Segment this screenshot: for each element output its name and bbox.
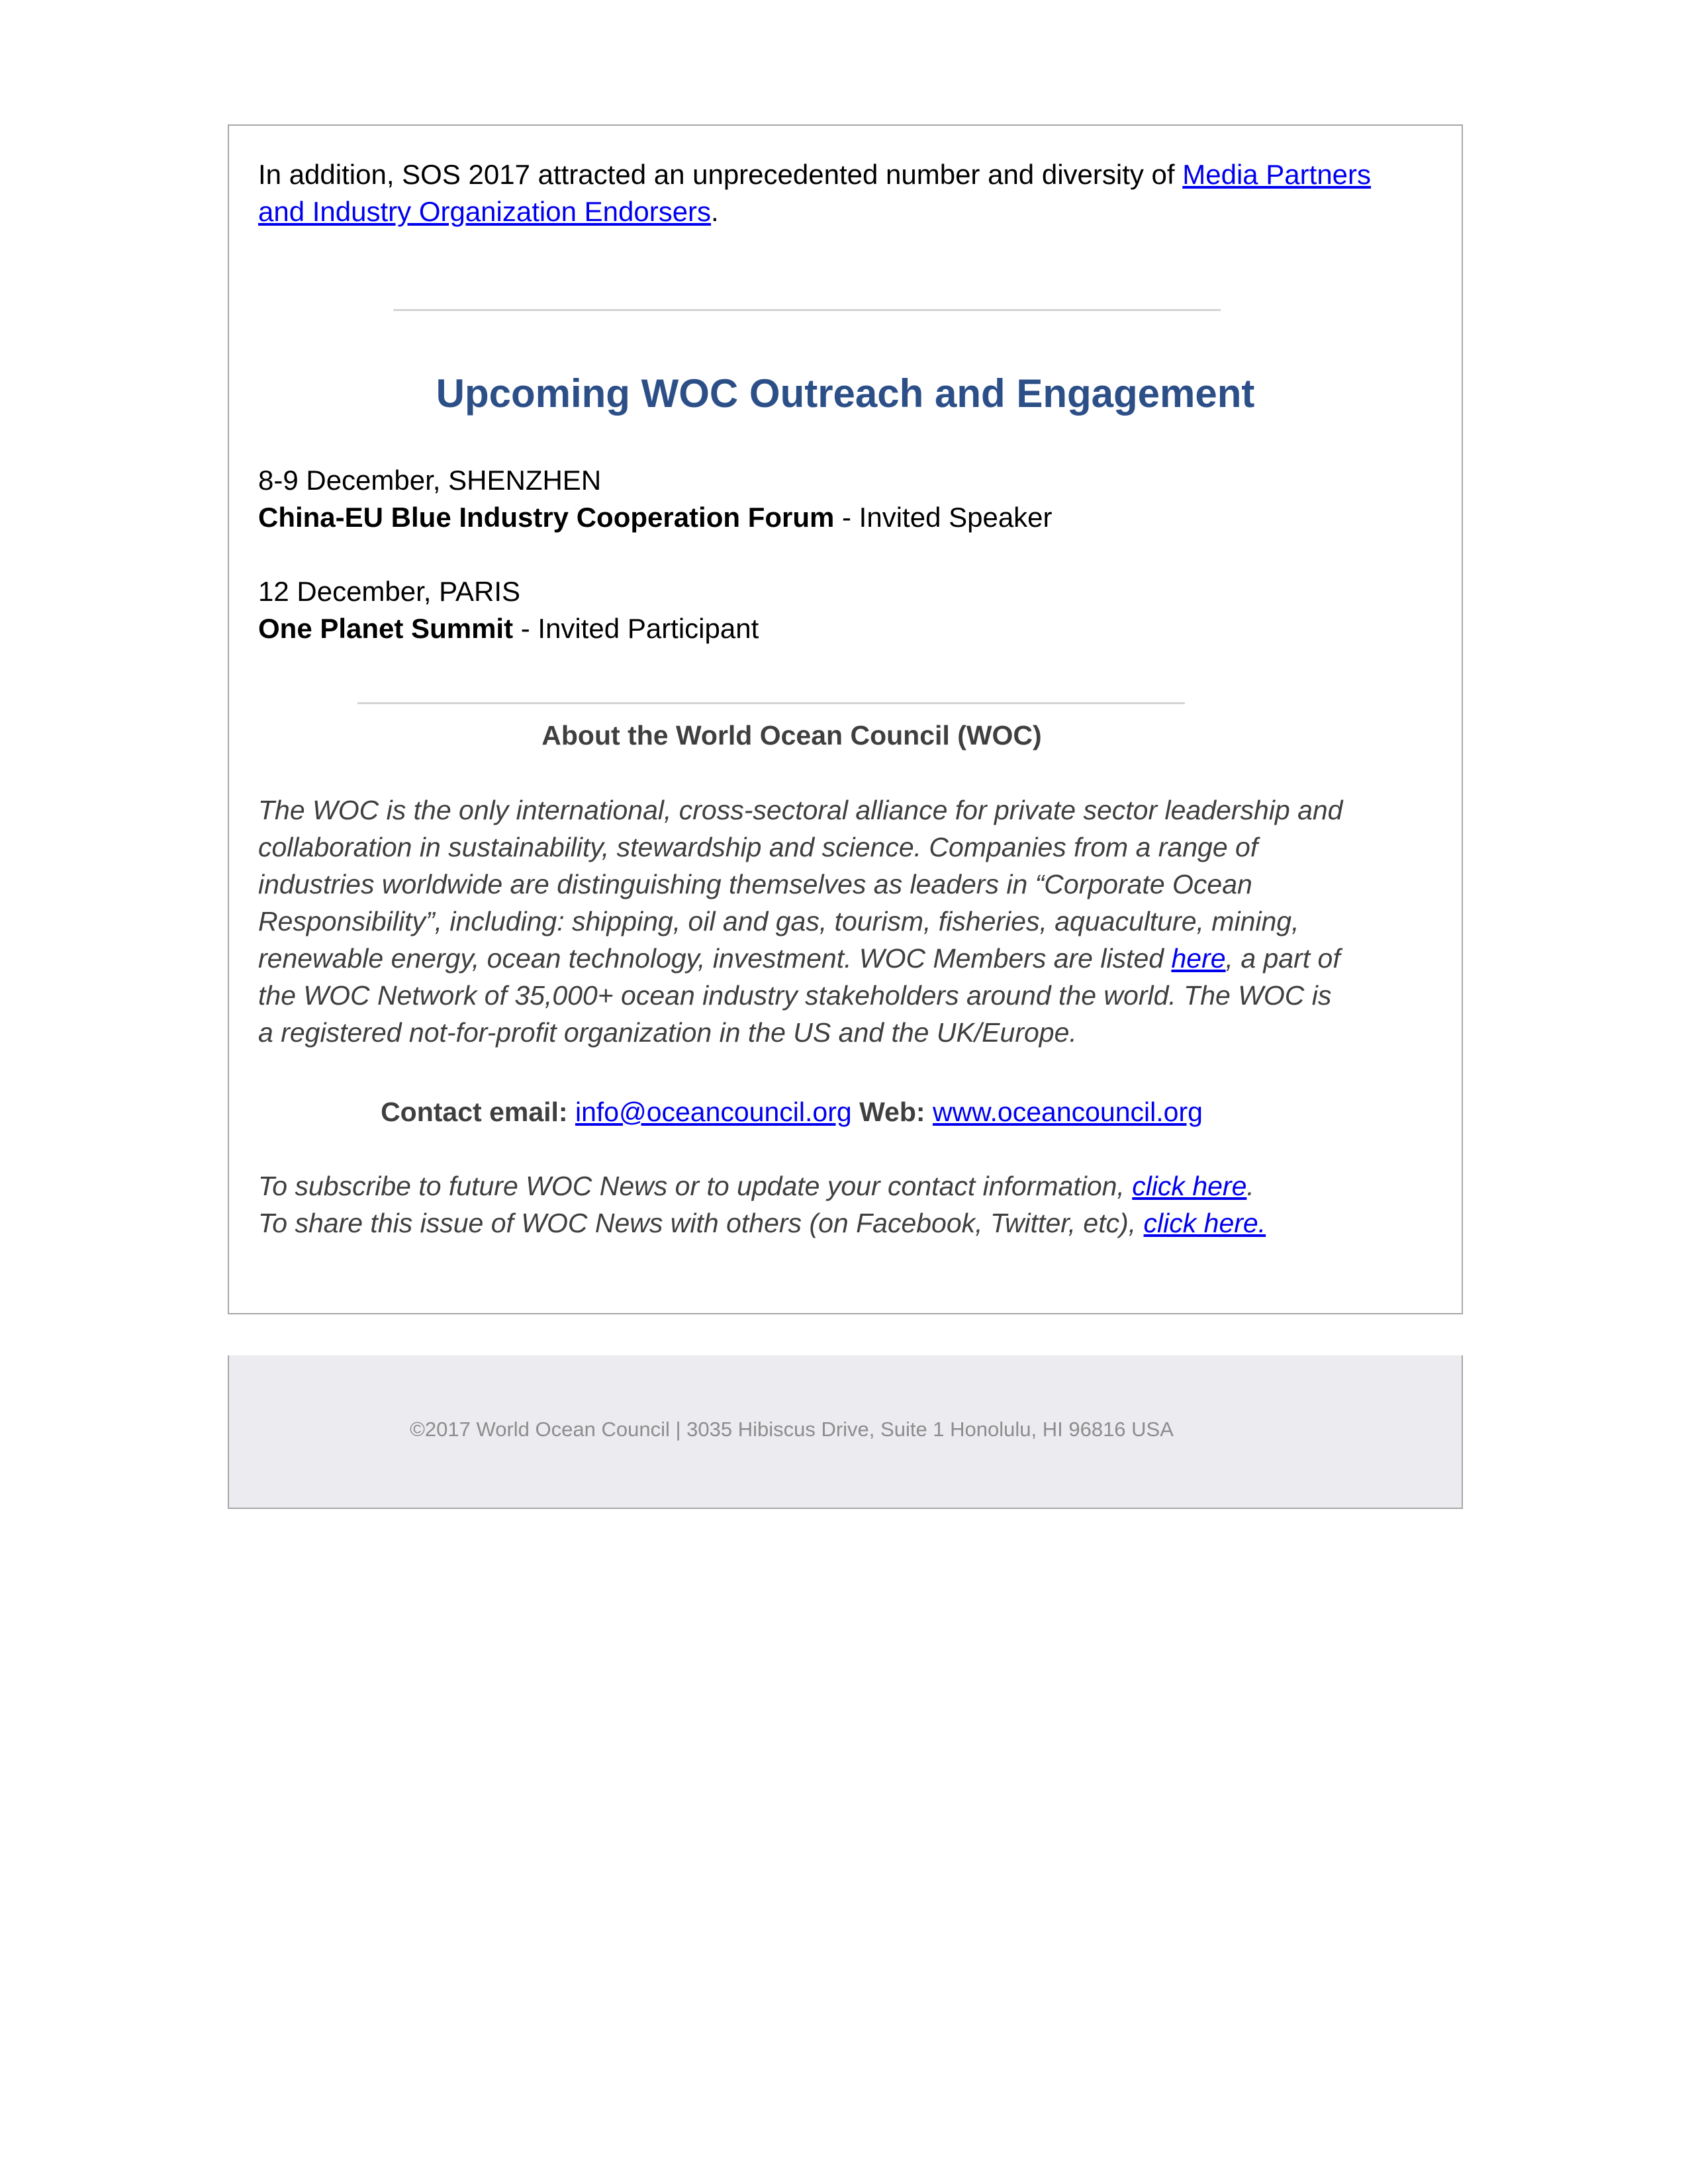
events-list xyxy=(258,462,1410,684)
intro-end: . xyxy=(711,196,719,227)
divider-middle xyxy=(357,702,1185,704)
share-text: To share this issue of WOC News with others (on Facebook, Twitter, etc), xyxy=(258,1208,1144,1238)
intro-paragraph xyxy=(258,156,1410,230)
event-item xyxy=(258,573,1410,647)
about-text-before: The WOC is the only international, cross-sectoral alliance for private sector leadership and collaboration in sustainability, stewardship and science. Companies from a range of industries worldwide are distinguishing themselves as leaders in “Corporate Ocean Responsibility”, including: shipping, oil and gas, tourism, fisheries, aquaculture, mining, renewable energy, ocean technology, investment. WOC Members are listed xyxy=(258,795,1343,974)
section-heading: Upcoming WOC Outreach and Engagement xyxy=(436,371,1255,416)
intro-text: In addition, SOS 2017 attracted an unprecedented number and diversity of xyxy=(258,159,1183,190)
event-item xyxy=(258,462,1410,536)
footer xyxy=(228,1355,1463,1509)
members-here-link[interactable]: here xyxy=(1171,943,1226,974)
event-name: China-EU Blue Industry Cooperation Forum xyxy=(258,502,835,533)
footer-address: ©2017 World Ocean Council | 3035 Hibiscus Drive, Suite 1 Honolulu, HI 96816 USA xyxy=(410,1418,1174,1441)
share-click-here-link[interactable]: click here. xyxy=(1143,1208,1266,1238)
subscribe-end: . xyxy=(1246,1171,1254,1201)
intro-section xyxy=(258,156,1410,230)
media-partners-link[interactable]: Media Partners and Industry Organization Endorsers xyxy=(258,159,1372,227)
contact-email-label: Contact email: xyxy=(381,1097,568,1127)
divider-top xyxy=(393,309,1221,311)
about-text-after: , a part of the WOC Network of 35,000+ ocean industry stakeholders around the world. The WOC is a registered not-for-profit organization in the US and the UK/Europe. xyxy=(258,943,1340,1048)
about-title: About the World Ocean Council (WOC) xyxy=(541,720,1042,751)
subscribe-text: To subscribe to future WOC News or to update your contact information, xyxy=(258,1171,1133,1201)
event-role: - Invited Participant xyxy=(513,613,759,644)
contact-line xyxy=(229,1093,1354,1130)
contact-email-link[interactable]: info@oceancouncil.org xyxy=(575,1097,852,1127)
event-name: One Planet Summit xyxy=(258,613,514,644)
subscribe-section xyxy=(258,1167,1410,1242)
web-label: Web: xyxy=(859,1097,925,1127)
event-date: 12 December, PARIS xyxy=(258,576,521,607)
newsletter-panel xyxy=(228,124,1463,1314)
about-paragraph xyxy=(258,792,1350,1051)
website-link[interactable]: www.oceancouncil.org xyxy=(932,1097,1203,1127)
event-role: - Invited Speaker xyxy=(834,502,1053,533)
subscribe-click-here-link[interactable]: click here xyxy=(1132,1171,1247,1201)
event-date: 8-9 December, SHENZHEN xyxy=(258,465,602,496)
